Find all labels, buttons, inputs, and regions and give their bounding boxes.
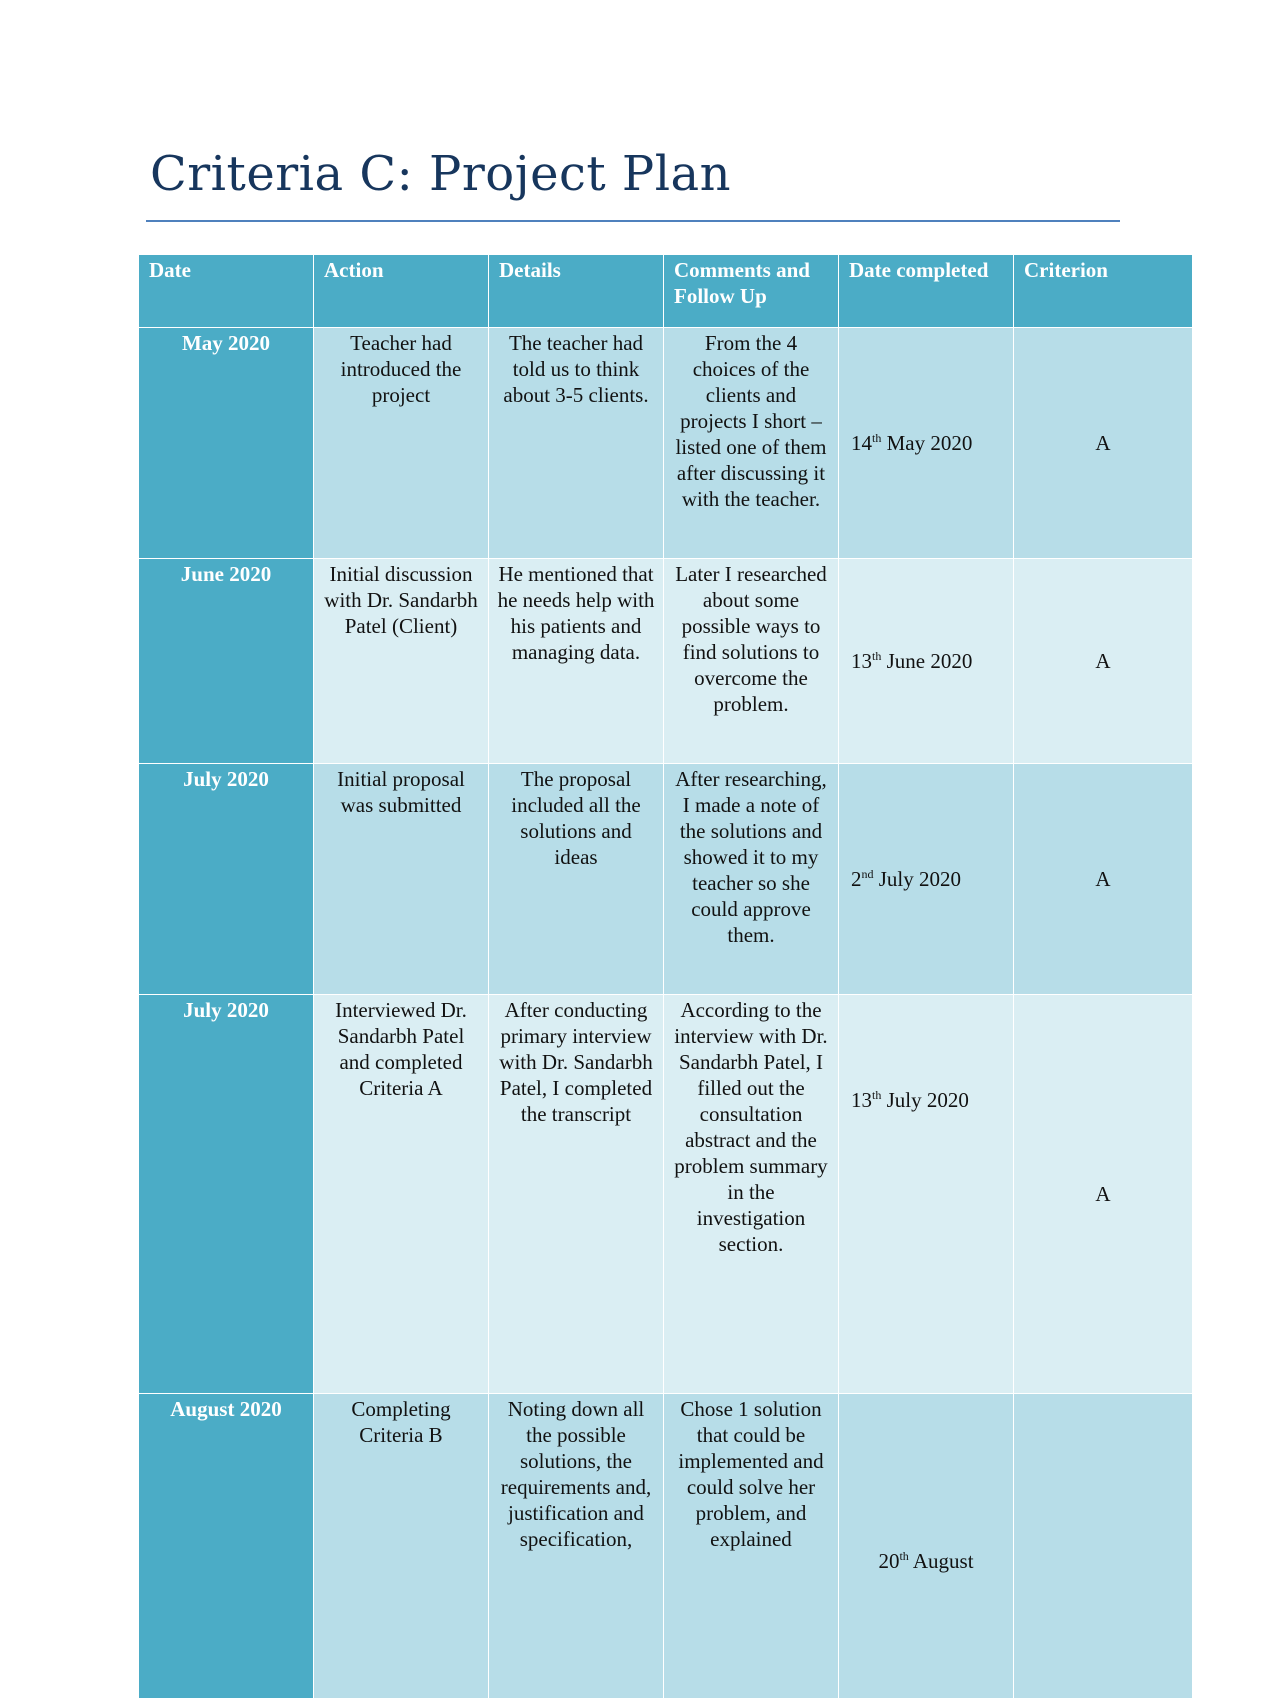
header-date: Date [139, 255, 314, 328]
row-date-completed [839, 559, 1014, 764]
row-date: August 2020 [139, 1394, 314, 1699]
row-details: After conducting primary interview with Dr. Sandarbh Patel, I completed the transcript [489, 995, 664, 1394]
completed-rest: July 2020 [873, 867, 962, 891]
row-action: Interviewed Dr. Sandarbh Patel and completed Criteria A [314, 995, 489, 1394]
page-title: Criteria C: Project Plan [150, 146, 732, 202]
row-comments: According to the interview with Dr. Sandarbh Patel, I filled out the consultation abstract and the problem summary in the investigation section. [664, 995, 839, 1394]
row-date: July 2020 [139, 764, 314, 995]
row-comments: After researching, I made a note of the solutions and showed it to my teacher so she could approve them. [664, 764, 839, 995]
header-date-completed: Date completed [839, 255, 1014, 328]
row-details: Noting down all the possible solutions, the requirements and, justification and specification, [489, 1394, 664, 1699]
table-row [139, 328, 1193, 559]
completed-rest: August [908, 1549, 974, 1573]
row-comments: Later I researched about some possible ways to find solutions to overcome the problem. [664, 559, 839, 764]
row-date: June 2020 [139, 559, 314, 764]
completed-day: 14 [851, 431, 872, 455]
table-header-row [139, 255, 1193, 328]
project-plan-table-wrapper [138, 254, 1192, 1573]
project-plan-table [138, 254, 1193, 1699]
row-comments: From the 4 choices of the clients and projects I short – listed one of them after discussing it with the teacher. [664, 328, 839, 559]
row-criterion: A [1014, 559, 1193, 764]
row-action: Completing Criteria B [314, 1394, 489, 1699]
row-action: Initial proposal was submitted [314, 764, 489, 995]
row-date: July 2020 [139, 995, 314, 1394]
completed-suffix: th [899, 1549, 909, 1563]
row-criterion: A [1014, 764, 1193, 995]
header-details: Details [489, 255, 664, 328]
table-row [139, 1394, 1193, 1699]
completed-rest: May 2020 [881, 431, 973, 455]
row-date-completed [839, 1394, 1014, 1699]
row-date-completed [839, 764, 1014, 995]
completed-suffix: th [872, 649, 882, 663]
completed-day: 2 [851, 867, 862, 891]
completed-day: 13 [851, 1088, 872, 1112]
completed-day: 13 [851, 649, 872, 673]
completed-rest: June 2020 [881, 649, 973, 673]
header-action: Action [314, 255, 489, 328]
title-underline [146, 220, 1120, 222]
completed-suffix: nd [861, 867, 874, 881]
table-row [139, 559, 1193, 764]
header-comments: Comments and Follow Up [664, 255, 839, 328]
row-comments: Chose 1 solution that could be implemented and could solve her problem, and explained [664, 1394, 839, 1699]
completed-suffix: th [872, 1088, 882, 1102]
row-action: Teacher had introduced the project [314, 328, 489, 559]
row-date: May 2020 [139, 328, 314, 559]
completed-rest: July 2020 [881, 1088, 969, 1112]
row-criterion [1014, 1394, 1193, 1699]
row-details: The proposal included all the solutions and ideas [489, 764, 664, 995]
row-details: The teacher had told us to think about 3-5 clients. [489, 328, 664, 559]
completed-suffix: th [872, 431, 882, 445]
row-date-completed [839, 328, 1014, 559]
completed-day: 20 [878, 1549, 900, 1573]
table-row [139, 995, 1193, 1394]
row-action: Initial discussion with Dr. Sandarbh Patel (Client) [314, 559, 489, 764]
header-criterion: Criterion [1014, 255, 1193, 328]
row-criterion: A [1014, 328, 1193, 559]
row-details: He mentioned that he needs help with his patients and managing data. [489, 559, 664, 764]
table-row [139, 764, 1193, 995]
row-criterion: A [1014, 995, 1193, 1394]
row-date-completed [839, 995, 1014, 1394]
